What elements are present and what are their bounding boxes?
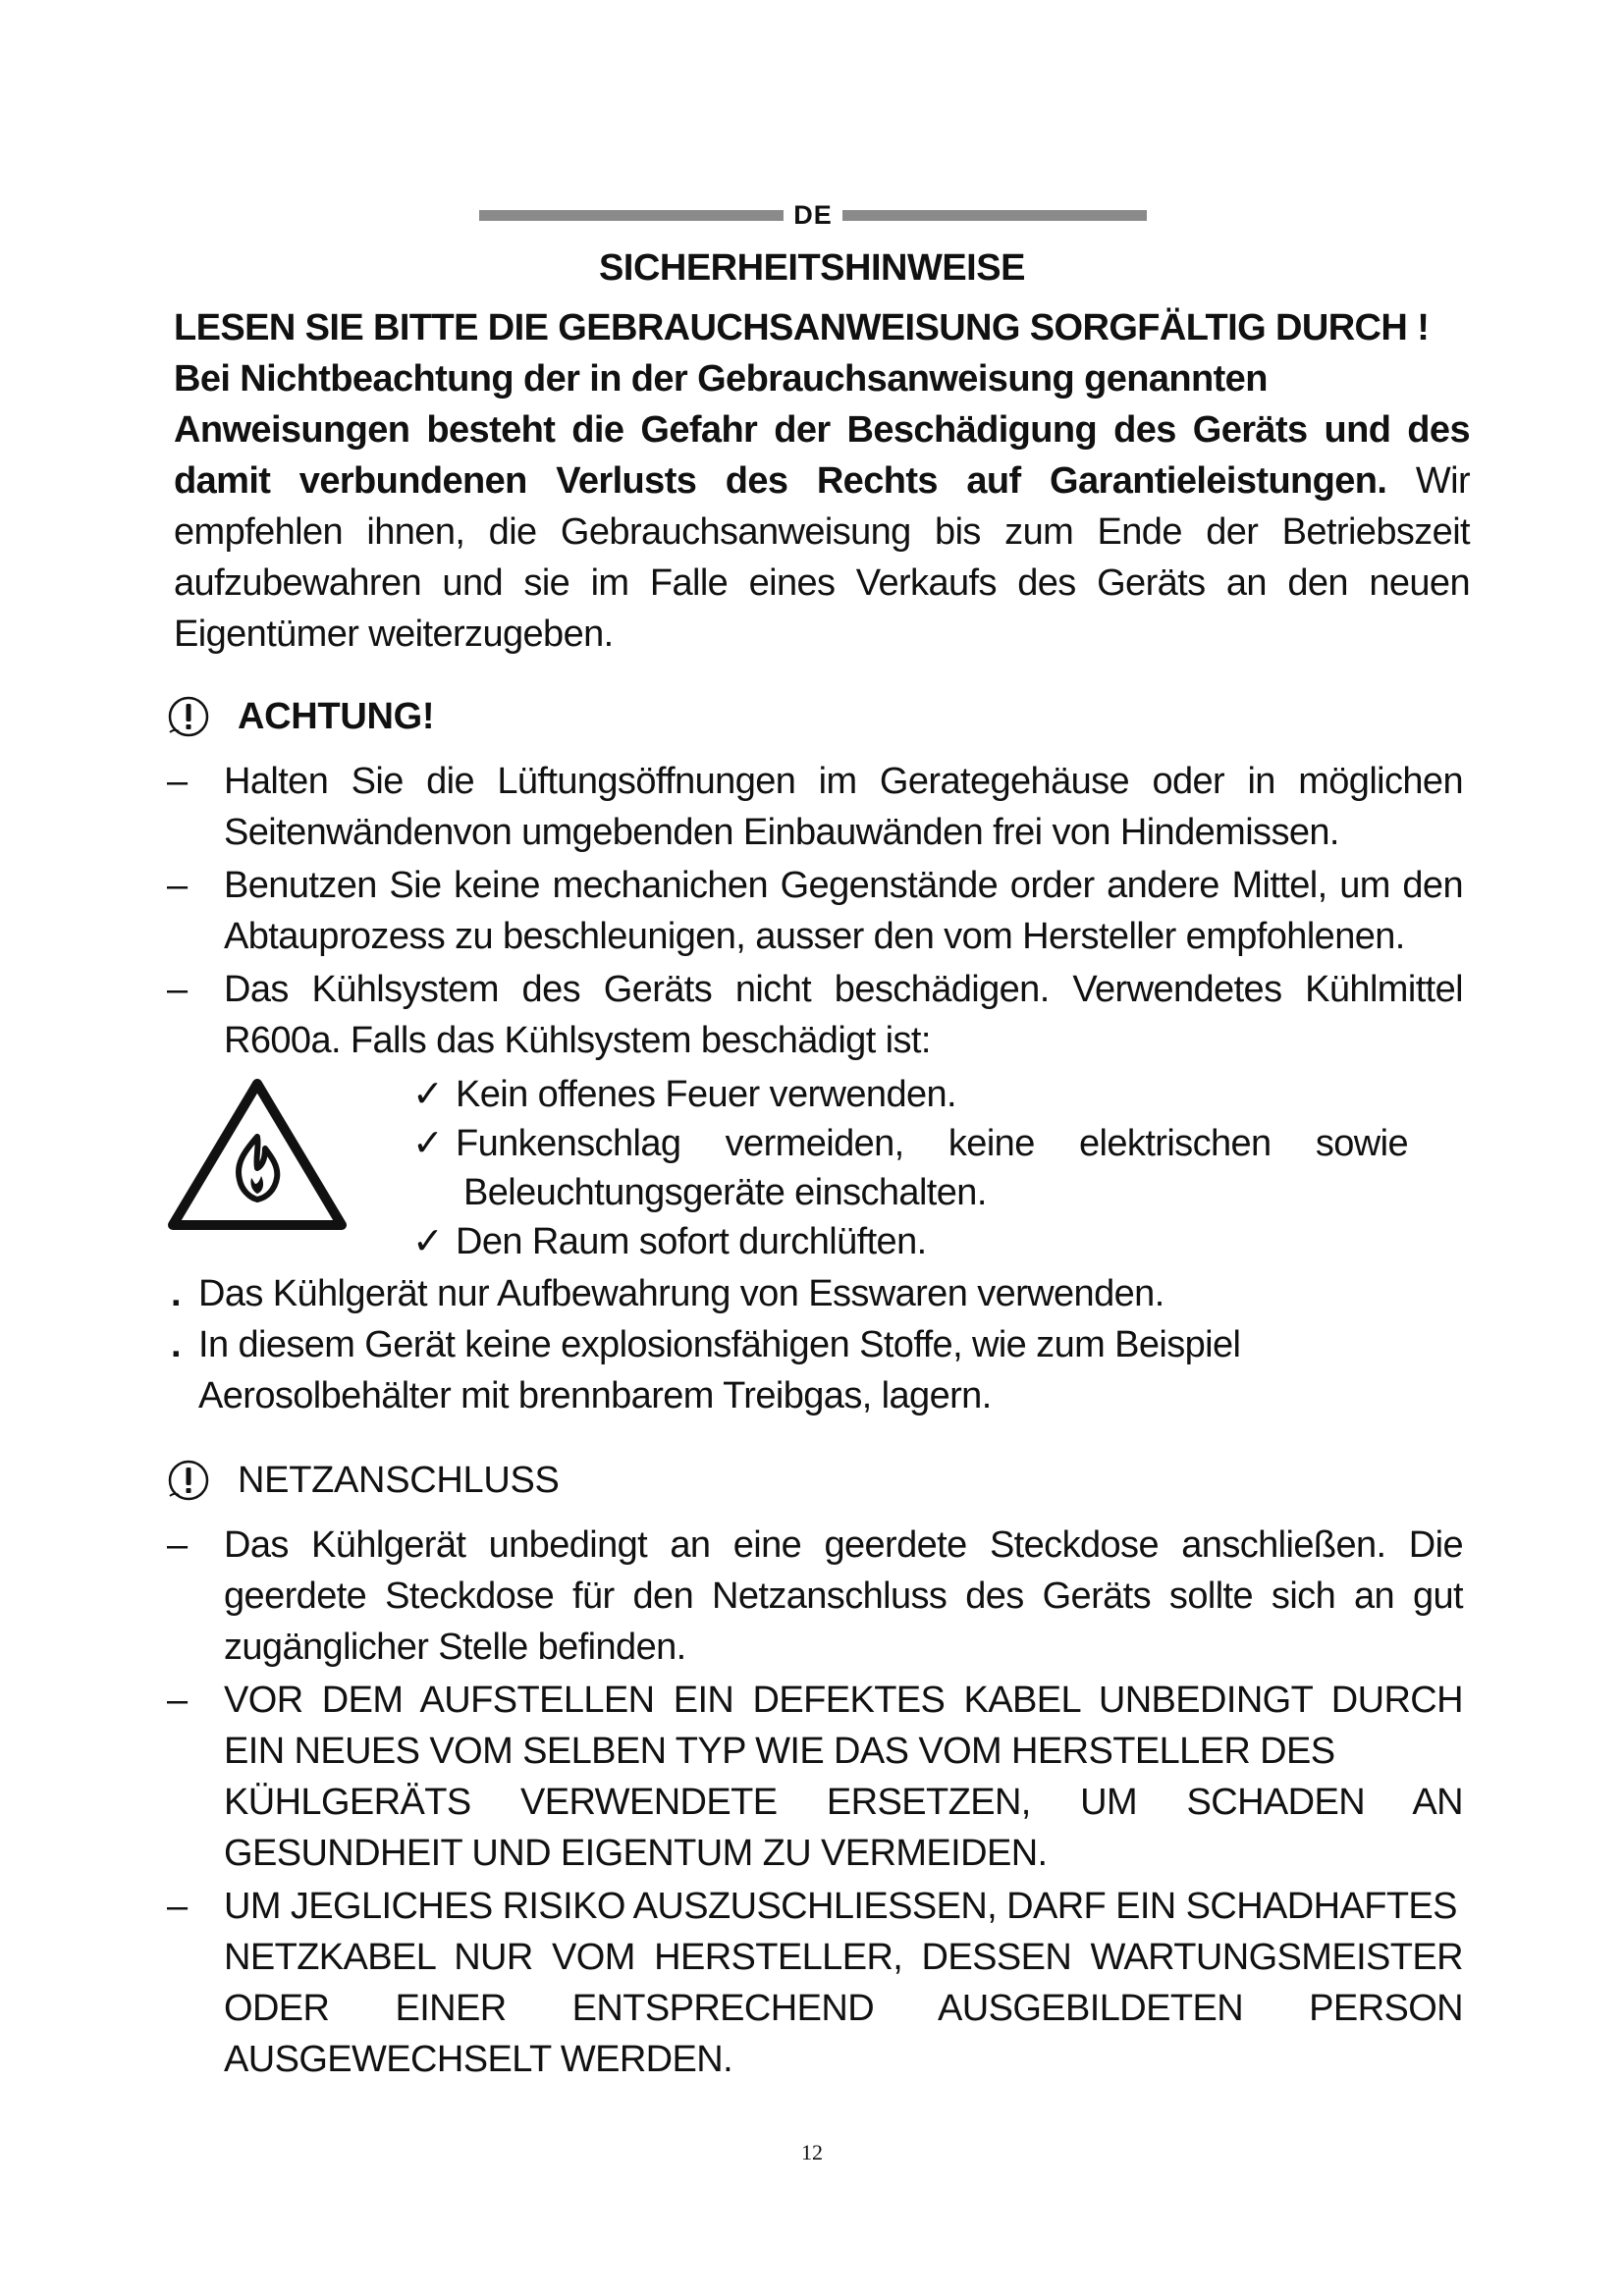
intro-segment: Wir bbox=[1386, 460, 1470, 502]
list-item-line: VOR DEM AUFSTELLEN EIN DEFEKTES KABEL UNBEDINGT DURCH bbox=[224, 1680, 1463, 1721]
check-item-line: Beleuchtungsgeräte einschalten. bbox=[463, 1172, 987, 1213]
netzanschluss-list bbox=[167, 1520, 1463, 2085]
dash-bullet: – bbox=[167, 761, 188, 802]
list-item-line: KÜHLGERÄTS VERWENDETE ERSETZEN, UM SCHADEN AN bbox=[224, 1782, 1463, 1823]
list-item bbox=[167, 756, 1463, 858]
dot-item-line: Das Kühlgerät nur Aufbewahrung von Esswaren verwenden. bbox=[198, 1273, 1164, 1314]
achtung-heading-text: ACHTUNG! bbox=[238, 695, 435, 737]
list-item-line: Das Kühlsystem des Geräts nicht beschädigen. Verwendetes Kühlmittel bbox=[224, 969, 1463, 1010]
check-item-line: Den Raum sofort durchlüften. bbox=[456, 1221, 927, 1262]
language-header bbox=[479, 201, 1147, 229]
flammable-warning-block bbox=[167, 1070, 1463, 1266]
list-item bbox=[167, 1881, 1463, 2085]
list-item-line: ODER EINER ENTSPRECHEND AUSGEBILDETEN PERSON bbox=[224, 1988, 1463, 2029]
dot-bullet: . bbox=[171, 1273, 181, 1314]
list-item-line: EIN NEUES VOM SELBEN TYP WIE DAS VOM HERSTELLER DES bbox=[224, 1731, 1335, 1772]
header-rule-right bbox=[842, 210, 1147, 221]
dash-bullet: – bbox=[167, 865, 188, 906]
list-item-line: R600a. Falls das Kühlsystem beschädigt ist: bbox=[224, 1020, 931, 1061]
list-item-line: Das Kühlgerät unbedingt an eine geerdete Steckdose anschließen. Die bbox=[224, 1524, 1463, 1566]
list-item-line: Benutzen Sie keine mechanichen Gegenstände order andere Mittel, um den bbox=[224, 865, 1463, 906]
intro-line bbox=[174, 455, 1470, 507]
list-item-line: geerdete Steckdose für den Netzanschluss des Geräts sollte sich an gut bbox=[224, 1575, 1463, 1617]
list-item bbox=[167, 1675, 1463, 1879]
intro-bold-segment: damit verbundenen Verlusts des Rechts auf Garantieleistungen. bbox=[174, 460, 1387, 502]
list-item-line: Halten Sie die Lüftungsöffnungen im Gerategehäuse oder in möglichen bbox=[224, 761, 1463, 802]
header-rule-left bbox=[479, 210, 784, 221]
check-list bbox=[405, 1070, 1465, 1266]
list-item bbox=[167, 964, 1463, 1066]
intro-line: Anweisungen besteht die Gefahr der Beschädigung des Geräts und des bbox=[174, 409, 1470, 451]
page-title: SICHERHEITSHINWEISE bbox=[599, 247, 1025, 289]
page-number: 12 bbox=[801, 2140, 823, 2164]
checkmark-icon: ✓ bbox=[412, 1221, 444, 1262]
check-item-line: Funkenschlag vermeiden, keine elektrischen sowie bbox=[456, 1123, 1408, 1164]
check-item bbox=[405, 1119, 1465, 1217]
list-item-line: AUSGEWECHSELT WERDEN. bbox=[224, 2039, 733, 2080]
flammable-warning-icon bbox=[167, 1076, 348, 1233]
dash-bullet: – bbox=[167, 1524, 188, 1566]
dot-bullet: . bbox=[171, 1324, 181, 1365]
dot-item-line: Aerosolbehälter mit brennbarem Treibgas, lagern. bbox=[198, 1375, 992, 1416]
netzanschluss-heading-text: NETZANSCHLUSS bbox=[238, 1459, 560, 1501]
list-item-line: Seitenwändenvon umgebenden Einbauwänden frei von Hindemissen. bbox=[224, 812, 1339, 853]
list-item-line: NETZKABEL NUR VOM HERSTELLER, DESSEN WARTUNGSMEISTER bbox=[224, 1937, 1463, 1978]
list-item-line: GESUNDHEIT UND EIGENTUM ZU VERMEIDEN. bbox=[224, 1833, 1048, 1874]
intro-line: LESEN SIE BITTE DIE GEBRAUCHSANWEISUNG SORGFÄLTIG DURCH ! bbox=[174, 307, 1430, 348]
caution-icon bbox=[167, 695, 210, 738]
dash-bullet: – bbox=[167, 969, 188, 1010]
intro-line: aufzubewahren und sie im Falle eines Verkaufs des Geräts an den neuen bbox=[174, 562, 1470, 604]
list-item bbox=[167, 1520, 1463, 1673]
checkmark-icon: ✓ bbox=[412, 1074, 444, 1115]
caution-icon bbox=[167, 1459, 210, 1502]
dash-bullet: – bbox=[167, 1886, 188, 1927]
list-item-line: zugänglicher Stelle befinden. bbox=[224, 1627, 686, 1668]
language-code: DE bbox=[793, 199, 833, 230]
check-item bbox=[405, 1217, 1465, 1266]
dot-item-line: In diesem Gerät keine explosionsfähigen Stoffe, wie zum Beispiel bbox=[198, 1324, 1241, 1365]
intro-line: empfehlen ihnen, die Gebrauchsanweisung bis zum Ende der Betriebszeit bbox=[174, 511, 1470, 553]
dot-item bbox=[167, 1319, 1463, 1421]
achtung-list bbox=[167, 756, 1463, 1066]
list-item-line: UM JEGLICHES RISIKO AUSZUSCHLIESSEN, DARF EIN SCHADHAFTES bbox=[224, 1886, 1457, 1927]
intro-line: Bei Nichtbeachtung der in der Gebrauchsanweisung genannten bbox=[174, 358, 1268, 400]
netzanschluss-heading bbox=[167, 1459, 560, 1502]
achtung-heading bbox=[167, 695, 434, 738]
dot-item bbox=[167, 1268, 1463, 1319]
dot-list bbox=[167, 1268, 1463, 1421]
list-item bbox=[167, 860, 1463, 962]
check-item-line: Kein offenes Feuer verwenden. bbox=[456, 1074, 957, 1115]
list-item-line: Abtauprozess zu beschleunigen, ausser den vom Hersteller empfohlenen. bbox=[224, 916, 1405, 957]
intro-paragraph bbox=[174, 302, 1470, 660]
intro-line: Eigentümer weiterzugeben. bbox=[174, 614, 614, 655]
dash-bullet: – bbox=[167, 1680, 188, 1721]
checkmark-icon: ✓ bbox=[412, 1123, 444, 1164]
check-item bbox=[405, 1070, 1465, 1119]
